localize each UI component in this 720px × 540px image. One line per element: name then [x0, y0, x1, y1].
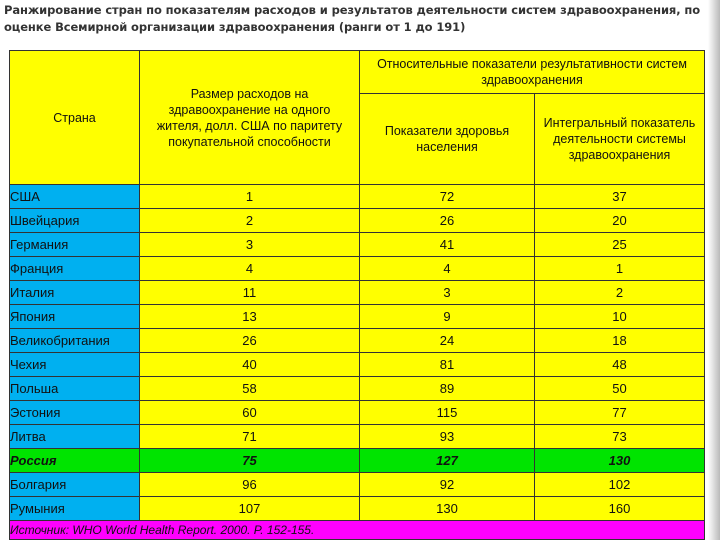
cell-country: Румыния: [10, 497, 140, 521]
cell-spending: 107: [140, 497, 360, 521]
table-row: [10, 305, 705, 329]
cell-integral: 1: [535, 257, 705, 281]
cell-health: 24: [360, 329, 535, 353]
cell-spending: 71: [140, 425, 360, 449]
cell-health: 89: [360, 377, 535, 401]
cell-country: Россия: [10, 449, 140, 473]
cell-country: Италия: [10, 281, 140, 305]
cell-integral: 25: [535, 233, 705, 257]
table-body: [10, 185, 705, 521]
table-row: [10, 209, 705, 233]
table-row: [10, 425, 705, 449]
cell-country: Чехия: [10, 353, 140, 377]
cell-spending: 96: [140, 473, 360, 497]
cell-health: 115: [360, 401, 535, 425]
cell-country: Болгария: [10, 473, 140, 497]
header-integral: Интегральный показатель деятельности системы здравоохранения: [535, 94, 705, 185]
header-spending: Размер расходов на здравоохранение на одного жителя, долл. США по паритету покупательной способности: [140, 51, 360, 185]
cell-integral: 48: [535, 353, 705, 377]
table-row: [10, 233, 705, 257]
cell-integral: 102: [535, 473, 705, 497]
cell-health: 127: [360, 449, 535, 473]
table-row: [10, 473, 705, 497]
cell-health: 130: [360, 497, 535, 521]
cell-spending: 26: [140, 329, 360, 353]
cell-spending: 2: [140, 209, 360, 233]
cell-country: США: [10, 185, 140, 209]
cell-spending: 75: [140, 449, 360, 473]
cell-integral: 130: [535, 449, 705, 473]
cell-health: 41: [360, 233, 535, 257]
cell-integral: 20: [535, 209, 705, 233]
table-row: [10, 329, 705, 353]
cell-spending: 4: [140, 257, 360, 281]
table-row: [10, 353, 705, 377]
cell-integral: 18: [535, 329, 705, 353]
slide-edge-shadow: [708, 0, 720, 540]
cell-country: Япония: [10, 305, 140, 329]
table-row: [10, 257, 705, 281]
ranking-table: [9, 50, 705, 540]
cell-spending: 13: [140, 305, 360, 329]
cell-health: 81: [360, 353, 535, 377]
table-row: [10, 497, 705, 521]
table-row: [10, 281, 705, 305]
cell-health: 4: [360, 257, 535, 281]
cell-integral: 73: [535, 425, 705, 449]
cell-integral: 10: [535, 305, 705, 329]
page-title: Ранжирование стран по показателям расходов и результатов деятельности систем здравоохранения, по оценке Всемирной организации здравоохранения (ранги от 1 до 191): [4, 3, 701, 34]
cell-spending: 11: [140, 281, 360, 305]
cell-country: Польша: [10, 377, 140, 401]
cell-health: 92: [360, 473, 535, 497]
cell-integral: 37: [535, 185, 705, 209]
cell-spending: 3: [140, 233, 360, 257]
cell-integral: 50: [535, 377, 705, 401]
cell-health: 93: [360, 425, 535, 449]
table-row: [10, 377, 705, 401]
cell-integral: 77: [535, 401, 705, 425]
cell-country: Германия: [10, 233, 140, 257]
cell-spending: 1: [140, 185, 360, 209]
header-country: Страна: [10, 51, 140, 185]
cell-health: 9: [360, 305, 535, 329]
cell-spending: 58: [140, 377, 360, 401]
cell-health: 3: [360, 281, 535, 305]
cell-country: Литва: [10, 425, 140, 449]
source-note: Источник: WHO World Health Report. 2000. P. 152-155.: [10, 521, 705, 540]
cell-integral: 160: [535, 497, 705, 521]
cell-health: 26: [360, 209, 535, 233]
table-row: [10, 449, 705, 473]
cell-country: Эстония: [10, 401, 140, 425]
header-relative: Относительные показатели результативности систем здравоохранения: [360, 51, 705, 94]
cell-country: Великобритания: [10, 329, 140, 353]
cell-country: Швейцария: [10, 209, 140, 233]
cell-spending: 40: [140, 353, 360, 377]
cell-spending: 60: [140, 401, 360, 425]
cell-country: Франция: [10, 257, 140, 281]
header-health: Показатели здоровья населения: [360, 94, 535, 185]
cell-integral: 2: [535, 281, 705, 305]
cell-health: 72: [360, 185, 535, 209]
table-row: [10, 401, 705, 425]
table-row: [10, 185, 705, 209]
